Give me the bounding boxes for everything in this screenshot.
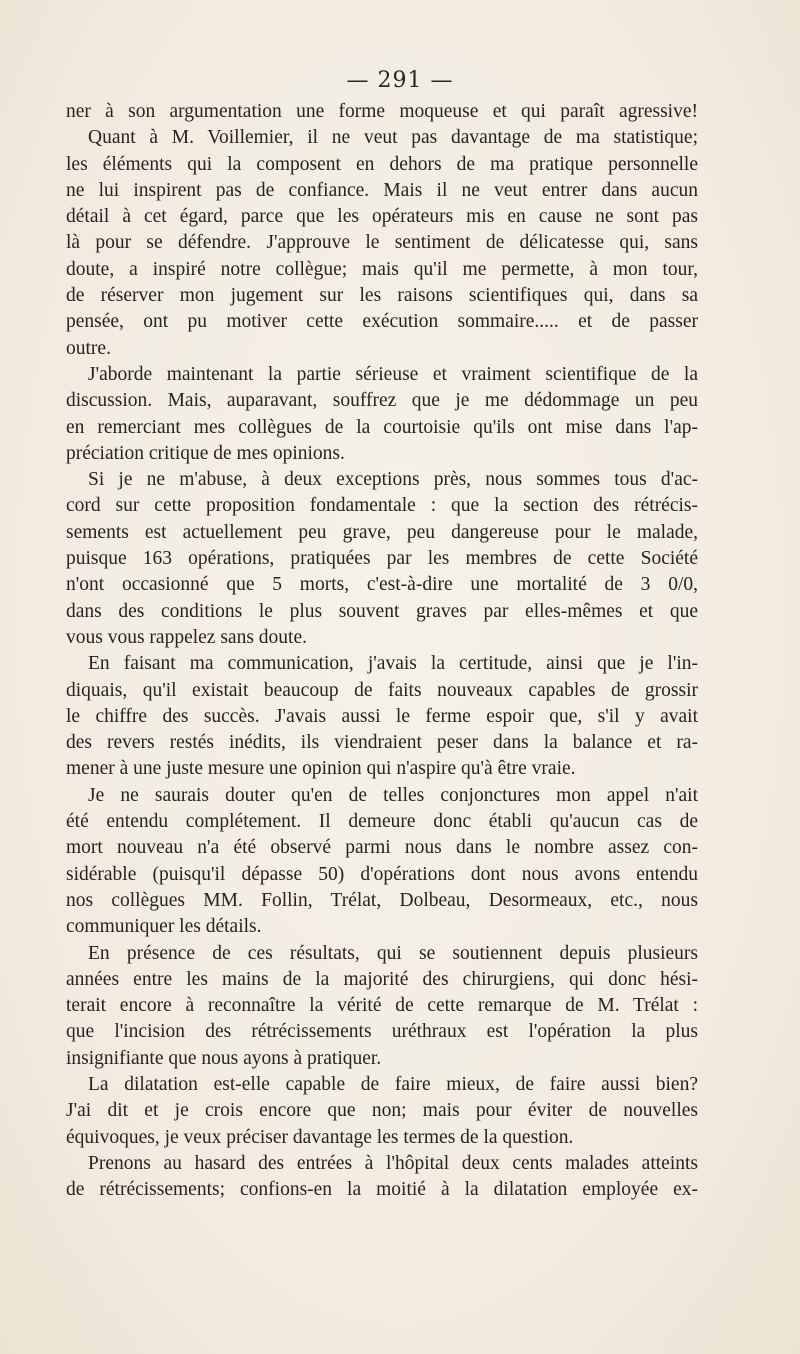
page-number: — 291 — [346, 68, 454, 93]
text-line: les éléments qui la composent en dehors de ma pratique personnelle [66, 153, 698, 175]
text-line: le chiffre des succès. J'avais aussi le ferme espoir que, s'il y avait [66, 705, 698, 727]
text-line: pensée, ont pu motiver cette exécution sommaire..... et de passer [66, 311, 698, 333]
text-line: J'ai dit et je crois encore que non; mais pour éviter de nouvelles [66, 1100, 698, 1122]
text-line: mort nouveau n'a été observé parmi nous dans le nombre assez con- [66, 837, 698, 859]
text-line: détail à cet égard, parce que les opérateurs mis en cause ne sont pas [66, 206, 698, 228]
text-line: mener à une juste mesure une opinion qui n'aspire qu'à être vraie. [66, 758, 576, 780]
text-line: équivoques, je veux préciser davantage les termes de la question. [66, 1126, 574, 1148]
text-line: dans des conditions le plus souvent graves par elles-mêmes et que [66, 600, 698, 622]
text-line: que l'incision des rétrécissements uréthraux est l'opération la plus [66, 1021, 698, 1043]
text-line: puisque 163 opérations, pratiquées par les membres de cette Société [66, 548, 698, 570]
text-line: sements est actuellement peu grave, peu dangereuse pour le malade, [66, 521, 698, 543]
text-line: des revers restés inédits, ils viendraient peser dans la balance et ra- [66, 732, 698, 754]
text-line: discussion. Mais, auparavant, souffrez que je me dédommage un peu [66, 390, 698, 412]
text-line: préciation critique de mes opinions. [66, 442, 345, 464]
text-line: J'aborde maintenant la partie sérieuse et vraiment scientifique de la [88, 363, 698, 385]
text-line: Quant à M. Voillemier, il ne veut pas davantage de ma statistique; [88, 127, 698, 149]
text-line: cord sur cette proposition fondamentale : que la section des rétrécis- [66, 495, 698, 517]
text-line: diquais, qu'il existait beaucoup de faits nouveaux capables de grossir [66, 679, 698, 701]
text-line: nos collègues MM. Follin, Trélat, Dolbeau, Desormeaux, etc., nous [66, 889, 698, 911]
text-line: terait encore à reconnaître la vérité de cette remarque de M. Trélat : [66, 995, 698, 1017]
text-line: vous vous rappelez sans doute. [66, 626, 307, 648]
text-line: sidérable (puisqu'il dépasse 50) d'opérations dont nous avons entendu [66, 863, 698, 885]
text-line: années entre les mains de la majorité des chirurgiens, qui donc hési- [66, 968, 698, 990]
text-line: de rétrécissements; confions-en la moitié à la dilatation employée ex- [66, 1179, 698, 1201]
text-line: été entendu complétement. Il demeure donc établi qu'aucun cas de [66, 811, 698, 833]
text-line: là pour se défendre. J'approuve le sentiment de délicatesse qui, sans [66, 232, 698, 254]
text-line: En faisant ma communication, j'avais la certitude, ainsi que je l'in- [88, 653, 698, 675]
text-line: Je ne saurais douter qu'en de telles conjonctures mon appel n'ait [88, 784, 698, 806]
text-line: En présence de ces résultats, qui se soutiennent depuis plusieurs [88, 942, 698, 964]
text-line: doute, a inspiré notre collègue; mais qu'il me permette, à mon tour, [66, 258, 698, 280]
text-line: Si je ne m'abuse, à deux exceptions près, nous sommes tous d'ac- [88, 469, 698, 491]
text-line: ne lui inspirent pas de confiance. Mais il ne veut entrer dans aucun [66, 179, 698, 201]
text-line: Prenons au hasard des entrées à l'hôpital deux cents malades atteints [88, 1152, 698, 1174]
text-line: en remerciant mes collègues de la courtoisie qu'ils ont mise dans l'ap- [66, 416, 698, 438]
text-line: La dilatation est-elle capable de faire mieux, de faire aussi bien? [88, 1073, 698, 1095]
text-line: ner à son argumentation une forme moqueuse et qui paraît agressive! [66, 101, 698, 122]
text-line: outre. [66, 337, 111, 359]
text-line: communiquer les détails. [66, 916, 262, 938]
body-text [66, 99, 698, 1203]
text-line: n'ont occasionné que 5 morts, c'est-à-dire une mortalité de 3 0/0, [66, 574, 698, 596]
text-line: de réserver mon jugement sur les raisons scientifiques qui, dans sa [66, 285, 698, 307]
text-line: insignifiante que nous ayons à pratiquer. [66, 1047, 382, 1069]
